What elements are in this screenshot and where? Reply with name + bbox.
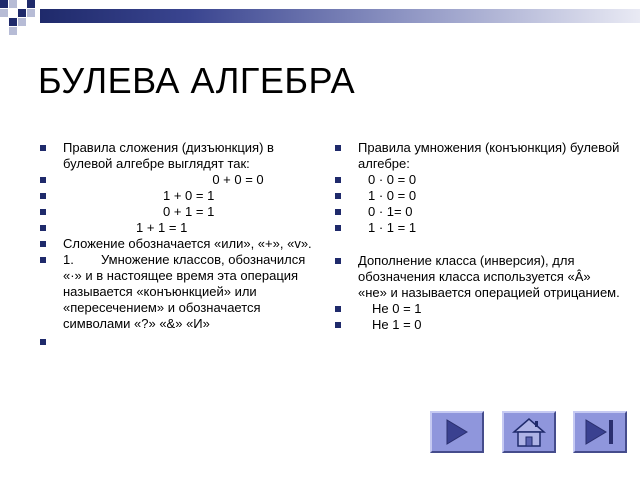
list-item: 0 · 0 = 0 <box>333 172 623 188</box>
list-item: 1 + 0 = 1 <box>38 188 313 204</box>
list-item: Правила сложения (дизъюнкция) в булевой алгебре выглядят так: <box>38 140 313 172</box>
right-column <box>333 140 623 333</box>
home-button[interactable] <box>502 411 556 453</box>
header-gradient-bar <box>40 9 640 23</box>
list-item: 0 + 0 = 0 <box>38 172 313 188</box>
left-column <box>38 140 313 350</box>
list-item: 1 · 1 = 1 <box>333 220 623 236</box>
list-item: 1 + 1 = 1 <box>38 220 313 236</box>
slide-title: БУЛЕВА АЛГЕБРА <box>38 60 356 101</box>
play-button[interactable] <box>430 411 484 453</box>
list-item: Правила умножения (конъюнкция) булевой алгебре: <box>333 140 623 172</box>
list-item: Дополнение класса (инверсия), для обозначения класса используется «Â» «не» и называется операцией отрицанием. <box>333 253 623 301</box>
list-item: Не 0 = 1 <box>333 301 623 317</box>
home-icon <box>504 413 554 451</box>
list-item-empty <box>38 334 313 350</box>
list-item: Сложение обозначается «или», «+», «v». <box>38 236 313 252</box>
list-item: 0 · 1= 0 <box>333 204 623 220</box>
list-item: Не 1 = 0 <box>333 317 623 333</box>
end-button[interactable] <box>573 411 627 453</box>
list-item: 1. Умножение классов, обозначился «·» и в настоящее время эта операция называется «конъюнкцией» или «пересечением» и обозначается символами «?» «&» «И» <box>38 252 313 332</box>
play-icon <box>432 413 482 451</box>
list-item: 1 · 0 = 0 <box>333 188 623 204</box>
skip-end-icon <box>575 413 625 451</box>
list-item: 0 + 1 = 1 <box>38 204 313 220</box>
